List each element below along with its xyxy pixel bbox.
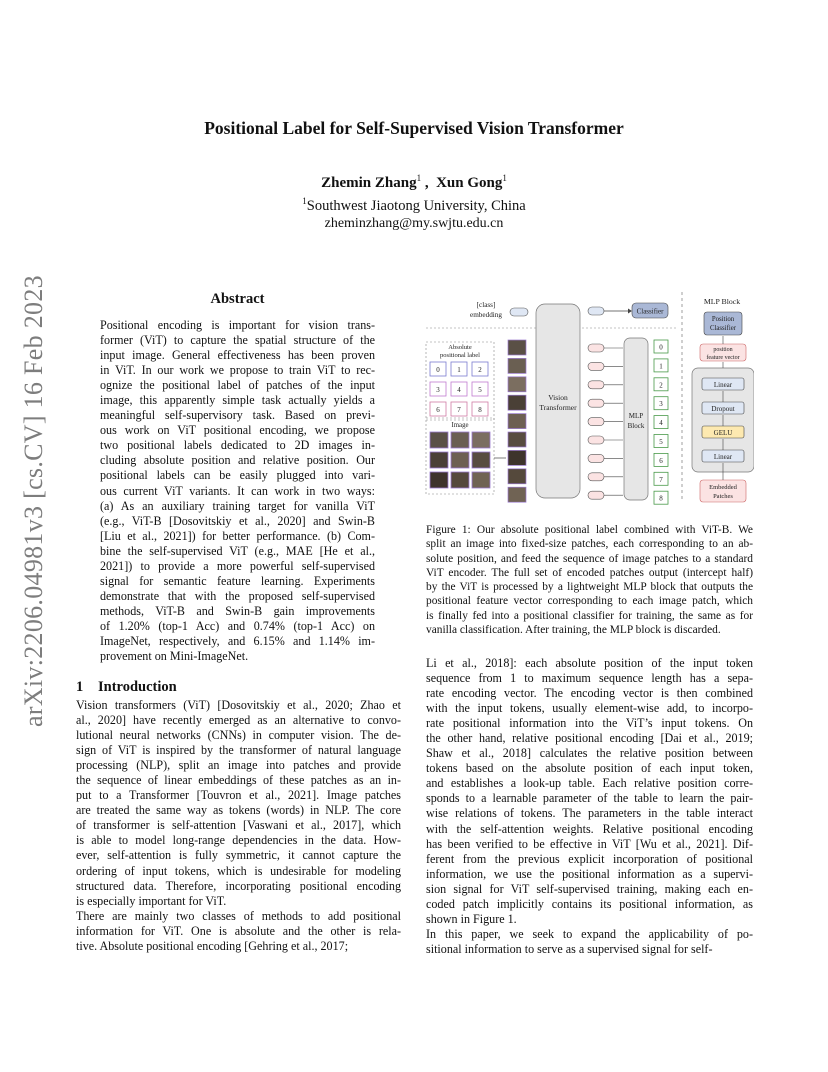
- text-line: demonstrate that with the proposed self-supervised: [100, 588, 375, 603]
- text-line: (a) As an auxiliary training target for vanilla ViT: [100, 498, 375, 513]
- image-patch: [472, 452, 490, 468]
- text-line: There are mainly two classes of methods to add positional: [76, 908, 401, 923]
- text-line: ognize the positional label of patches of the input: [100, 378, 375, 393]
- grid-number: 1: [457, 366, 461, 374]
- text-line: 2021]) to provide a more powerful self-supervised: [100, 558, 375, 573]
- cls-output-token: [588, 307, 604, 315]
- image-patch: [472, 472, 490, 488]
- text-line: Figure 1: Our absolute positional label combined with ViT-B. We: [426, 524, 753, 536]
- output-label-number: 6: [659, 456, 663, 465]
- text-line: provement on Mini-ImageNet.: [100, 649, 249, 664]
- output-label-number: 1: [659, 362, 663, 371]
- patch-thumb: [508, 414, 526, 429]
- text-line: sign of ViT is inspired by the transformer of natural language: [76, 743, 401, 758]
- grid-number: 8: [478, 406, 482, 414]
- position-classifier-label: Position: [711, 316, 735, 323]
- output-token: [588, 381, 604, 389]
- image-patch: [451, 472, 469, 488]
- text-line: rate encoding vector. The encoding vector is then combined: [426, 686, 753, 701]
- image-patch: [451, 432, 469, 448]
- text-line: of 1.20% (top-1 Acc) and 0.74% (top-1 Acc) on: [100, 618, 375, 633]
- text-line: of transformer is self-attention [Vaswani et al., 2017], which: [76, 818, 401, 833]
- grid-number: 3: [436, 386, 440, 394]
- output-label-number: 7: [659, 475, 663, 484]
- patch-thumb: [508, 340, 526, 355]
- position-vector-label: feature vector: [706, 355, 740, 361]
- text-line: ImageNet, respectively, and 6.15% and 1.14% im-: [100, 633, 375, 648]
- affiliation-name: Southwest Jiaotong University, China: [306, 197, 526, 214]
- vit-label: Vision: [548, 393, 568, 402]
- text-line: ordering of input tokens, which is undesirable for modeling: [76, 863, 401, 878]
- text-line: meaningful self-supervisory task. Based on previ-: [100, 408, 375, 423]
- image-patch: [451, 452, 469, 468]
- grid-number: 2: [478, 366, 482, 374]
- section-title: Introduction: [98, 679, 177, 695]
- mlp-detail-title: MLP Block: [703, 297, 741, 306]
- dropout-label: Dropout: [711, 405, 735, 413]
- gelu-label: GELU: [713, 429, 733, 437]
- vit-label: Transformer: [539, 403, 577, 412]
- text-line: has been verified to be effective in ViT [Wu et al., 2021]. Dif-: [426, 836, 753, 851]
- embedded-patches-label: Patches: [713, 493, 733, 500]
- affiliation-mark: 1: [302, 196, 307, 206]
- section-number: 1: [76, 679, 84, 695]
- text-line: wise relations of tokens. The parameters in the table interact: [426, 806, 753, 821]
- text-line: al., 2020] have recently emerged as an alternative to convo-: [76, 713, 401, 728]
- patch-thumb: [508, 432, 526, 447]
- text-line: cluding absolute position and relative position. Our: [100, 453, 375, 468]
- cls-label: embedding: [470, 311, 502, 319]
- output-token: [588, 418, 604, 426]
- grid-number: 6: [436, 406, 440, 414]
- output-token: [588, 399, 604, 407]
- text-line: lutional neural networks (CNNs) in computer vision. The de-: [76, 728, 401, 743]
- author-email: zheminzhang@my.swjtu.edu.cn: [324, 216, 504, 231]
- text-line: former (ViT) to capture the spatial structure of the: [100, 333, 375, 348]
- abs-label: Absolute: [448, 344, 472, 351]
- text-line: In this paper, we seek to expand the applicability of po-: [426, 926, 753, 941]
- grid-number: 4: [457, 386, 461, 394]
- grid-number: 0: [436, 366, 440, 374]
- text-line: the other hand, relative positional encoding [Dai et al., 2019;: [426, 731, 753, 746]
- image-patch: [430, 432, 448, 448]
- text-line: split an image into fixed-size patches, each corresponding to an ab-: [426, 538, 753, 551]
- text-line: coded patch implicitly contains its positional information, as: [426, 896, 753, 911]
- output-label-number: 2: [659, 381, 663, 390]
- patch-thumb: [508, 450, 526, 465]
- abstract-heading: Abstract: [210, 291, 265, 307]
- text-line: Shaw et al., 2018] calculates the relative position between: [426, 746, 753, 761]
- text-line: positional labels can be easily plugged into vari-: [100, 468, 375, 483]
- patch-thumb: [508, 377, 526, 392]
- position-vector-label: position: [713, 347, 733, 353]
- text-line: positional feature vector corresponding to each image patch, which: [426, 595, 753, 608]
- section-heading: [76, 679, 177, 696]
- text-line: ferent from the previous explicit incorporation of positional: [426, 851, 753, 866]
- affiliation: [100, 196, 728, 215]
- text-line: image, this apparently simple task actually yields a: [100, 393, 375, 408]
- text-line: ever, self-attention is fully symmetric, it cannot capture the: [76, 848, 401, 863]
- text-line: information, we use the positional information as a supervi-: [426, 866, 753, 881]
- text-line: sitional information to serve as a supervised signal for self-: [426, 941, 713, 956]
- output-token: [588, 454, 604, 462]
- text-line: methods, ViT-B and Swin-B gain improvements: [100, 603, 375, 618]
- author-list: Zhemin Zhang$^1$ , Xun Gong$^1$: [321, 173, 507, 191]
- output-token: [588, 473, 604, 481]
- right-column-body: [426, 656, 753, 957]
- paper-title: Positional Label for Self-Supervised Vision Transformer: [204, 118, 624, 138]
- text-line: sion signal for ViT self-supervised training, making each en-: [426, 881, 753, 896]
- grid-number: 5: [478, 386, 482, 394]
- output-token: [588, 491, 604, 499]
- abstract-body: [100, 318, 375, 664]
- position-classifier-label: Classifier: [709, 325, 737, 332]
- image-label: Image: [451, 422, 469, 429]
- text-line: tokens based on the absolute position of each input token,: [426, 761, 753, 776]
- patch-thumb: [508, 469, 526, 484]
- text-line: with the input tokens, usually element-wise add, to incorpo-: [426, 701, 753, 716]
- output-token: [588, 362, 604, 370]
- text-line: by the ViT is processed by a lightweight MLP block that outputs the: [426, 581, 753, 594]
- text-line: two positional labels dedicated to 2D images in-: [100, 438, 375, 453]
- text-line: Positional encoding is important for vision trans-: [100, 318, 375, 332]
- text-line: [Liu et al., 2021]) for better performance. (b) Com-: [100, 528, 375, 543]
- text-line: is especially important for ViT.: [76, 893, 227, 908]
- embedded-patches-label: Embedded: [709, 484, 737, 491]
- figure-diagram: [424, 288, 754, 508]
- cls-token: [510, 308, 528, 316]
- patch-thumb: [508, 358, 526, 373]
- output-token: [588, 436, 604, 444]
- classifier-label: Classifier: [636, 307, 664, 316]
- text-line: put to a Transformer [Touvron et al., 2021]. Image patches: [76, 788, 401, 803]
- patch-thumb: [508, 395, 526, 410]
- arrow-head: [628, 309, 632, 314]
- text-line: is finally fed into a positional classifier for training, the same as for: [426, 609, 753, 622]
- output-token: [588, 344, 604, 352]
- output-label-number: 8: [659, 494, 663, 503]
- mlp-label: Block: [627, 422, 645, 430]
- text-line: in ViT. In our work we propose to train ViT to rec-: [100, 363, 375, 378]
- text-line: tive. Absolute positional encoding [Gehring et al., 2017;: [76, 938, 349, 953]
- author-name: Zhemin Zhang: [321, 175, 417, 191]
- text-line: solute position, and feed the sequence of image patches to a standard: [426, 552, 753, 565]
- text-line: shown in Figure 1.: [426, 911, 517, 926]
- text-line: information for ViT. One is absolute and the other is rela-: [76, 923, 401, 938]
- text-line: Vision transformers (ViT) [Dosovitskiy et al., 2020; Zhao et: [76, 698, 401, 712]
- author-mark: 1: [416, 173, 422, 183]
- text-line: vanilla classification. After training, the MLP block is discarded.: [426, 624, 721, 637]
- grid-number: 7: [457, 406, 461, 414]
- linear-label: Linear: [713, 381, 733, 389]
- text-line: sequence from 1 to maximum sequence length has a sepa-: [426, 671, 753, 686]
- author-mark: 1: [502, 173, 507, 183]
- text-line: sponds to a learnable parameter of the table to learn the pair-: [426, 791, 753, 806]
- introduction-body: [76, 698, 401, 954]
- text-line: input image. General effectiveness has been proven: [100, 348, 375, 363]
- text-line: ous work on ViT positional encoding, we propose: [100, 423, 375, 438]
- text-line: processing (NLP), split an image into patches and provide: [76, 758, 401, 773]
- arxiv-stamp: arXiv:2206.04981v3 [cs.CV] 16 Feb 2023: [19, 275, 48, 727]
- patch-thumb: [508, 487, 526, 502]
- image-patch: [430, 472, 448, 488]
- text-line: ous current ViT variants. It can work in two ways:: [100, 483, 375, 498]
- output-label-number: 5: [659, 438, 663, 446]
- text-line: are treated the same way as tokens (words) in NLP. The core: [76, 803, 401, 818]
- text-line: the sequence of linear embeddings of these patches as an in-: [76, 773, 401, 788]
- text-line: ViT encoder. The full set of encoded patches output (intercept half): [426, 566, 753, 579]
- figure-caption: [426, 523, 753, 637]
- text-line: and establishes a look-up table. Each relative position corre-: [426, 776, 753, 791]
- image-patch: [430, 452, 448, 468]
- output-label-number: 4: [659, 419, 663, 428]
- image-patch: [472, 432, 490, 448]
- text-line: with the self-attention weights. Relative positional encoding: [426, 821, 753, 836]
- linear-label: Linear: [713, 453, 733, 461]
- text-line: bine the self-supervised ViT (e.g., MAE [He et al.,: [100, 543, 375, 558]
- author-name: Xun Gong: [436, 175, 503, 191]
- abs-label: positional label: [440, 352, 480, 359]
- text-line: Li et al., 2018]: each absolute position of the input token: [426, 656, 753, 670]
- cls-label: [class]: [476, 301, 496, 309]
- output-label-number: 0: [659, 343, 663, 352]
- output-label-number: 3: [659, 400, 663, 409]
- text-line: (e.g., ViT-B [Dosovitskiy et al., 2020] and Swin-B: [100, 513, 375, 528]
- text-line: rate positional information into the ViT’s input tokens. On: [426, 716, 753, 731]
- text-line: structured data. Therefore, incorporating positional encoding: [76, 878, 401, 893]
- text-line: signal for semantic feature learning. Experiments: [100, 573, 375, 588]
- mlp-label: MLP: [628, 412, 644, 420]
- text-line: is able to model long-range dependencies in the data. How-: [76, 833, 401, 848]
